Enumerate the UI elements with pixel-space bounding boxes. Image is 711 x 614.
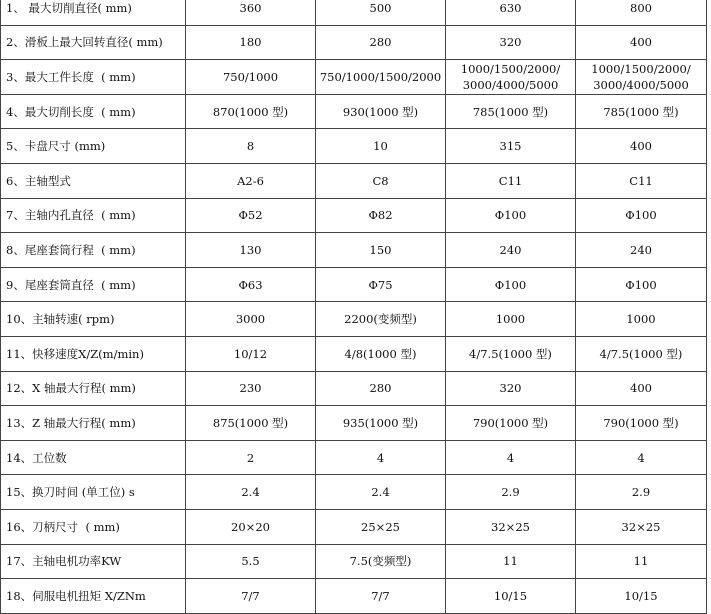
spec-value-cell <box>186 509 316 544</box>
spec-value: 1000/1500/2000/ 3000/4000/5000 <box>591 61 691 92</box>
table-row <box>1 233 707 268</box>
spec-value-cell <box>446 475 576 510</box>
spec-value-cell <box>316 267 446 302</box>
spec-value-cell <box>576 198 707 233</box>
spec-table-body <box>1 0 707 613</box>
spec-value-cell <box>186 336 316 371</box>
spec-value: 875(1000 型) <box>212 415 289 430</box>
spec-value-cell <box>186 544 316 579</box>
spec-value-cell <box>446 163 576 198</box>
spec-value-cell <box>576 233 707 268</box>
spec-value-cell <box>316 406 446 441</box>
spec-value-cell <box>316 129 446 164</box>
spec-label-cell <box>1 579 186 614</box>
spec-value-cell <box>186 60 316 95</box>
spec-label-cell <box>1 233 186 268</box>
spec-value-cell <box>316 233 446 268</box>
spec-value: 7/7 <box>371 588 390 603</box>
spec-label: 5、卡盘尺寸 (mm) <box>6 139 106 154</box>
spec-value: Φ52 <box>238 208 263 223</box>
spec-value-cell <box>446 25 576 60</box>
table-row <box>1 475 707 510</box>
spec-label-cell <box>1 60 186 95</box>
spec-label-cell <box>1 267 186 302</box>
spec-value-cell <box>186 129 316 164</box>
spec-value: C8 <box>372 173 389 188</box>
spec-label: 11、快移速度X/Z(m/min) <box>6 346 144 361</box>
spec-label-cell <box>1 475 186 510</box>
spec-value-cell <box>316 579 446 614</box>
spec-value: 4 <box>506 450 515 465</box>
spec-value: Φ63 <box>238 277 263 292</box>
spec-label: 12、X 轴最大行程( mm) <box>6 381 136 396</box>
spec-label: 18、伺服电机扭矩 X/ZNm <box>6 588 146 603</box>
table-row <box>1 371 707 406</box>
spec-value: 1000 <box>626 312 656 327</box>
spec-value-cell <box>316 198 446 233</box>
spec-label: 8、尾座套筒行程 ( mm) <box>6 242 136 257</box>
spec-value: 1000/1500/2000/ 3000/4000/5000 <box>460 61 561 92</box>
spec-label: 7、主轴内孔直径 ( mm) <box>6 208 136 223</box>
table-row <box>1 579 707 614</box>
spec-value-cell <box>446 129 576 164</box>
spec-value: 1000 <box>495 312 526 327</box>
table-row <box>1 267 707 302</box>
spec-value: 280 <box>369 35 392 50</box>
spec-value: 4/8(1000 型) <box>344 346 417 361</box>
spec-value: Φ100 <box>494 208 527 223</box>
spec-value: 750/1000 <box>222 69 279 84</box>
spec-value-cell <box>576 25 707 60</box>
spec-value-cell <box>186 0 316 25</box>
spec-value: 315 <box>499 139 522 154</box>
spec-label-cell <box>1 129 186 164</box>
spec-value: 5.5 <box>241 554 260 569</box>
spec-value-cell <box>576 0 707 25</box>
spec-value: 20×20 <box>231 519 270 534</box>
spec-value: 800 <box>630 0 652 15</box>
spec-label-cell <box>1 302 186 337</box>
spec-value: 2 <box>246 450 255 465</box>
spec-value-cell <box>316 302 446 337</box>
spec-value: 630 <box>499 0 522 15</box>
spec-value-cell <box>186 94 316 129</box>
spec-value-cell <box>186 440 316 475</box>
spec-value: 180 <box>239 35 262 50</box>
spec-value-cell <box>446 336 576 371</box>
spec-value-cell <box>186 406 316 441</box>
spec-value-cell <box>186 163 316 198</box>
spec-value: 400 <box>630 381 652 396</box>
spec-value: 11 <box>633 554 649 569</box>
spec-value-cell <box>576 129 707 164</box>
spec-value: 3000 <box>235 312 266 327</box>
spec-value-cell <box>186 198 316 233</box>
spec-label-cell <box>1 198 186 233</box>
spec-label: 6、主轴型式 <box>6 173 71 188</box>
table-row <box>1 544 707 579</box>
spec-value-cell <box>576 94 707 129</box>
spec-value: 2.4 <box>371 485 390 500</box>
spec-value-cell <box>446 371 576 406</box>
spec-value-cell <box>186 25 316 60</box>
table-row <box>1 129 707 164</box>
spec-value: Φ75 <box>368 277 393 292</box>
spec-value-cell <box>316 475 446 510</box>
spec-value: 240 <box>499 242 522 257</box>
spec-value-cell <box>446 60 576 95</box>
spec-value: Φ100 <box>494 277 527 292</box>
spec-value-cell <box>446 406 576 441</box>
spec-value: 400 <box>630 35 652 50</box>
spec-value-cell <box>316 440 446 475</box>
spec-label-cell <box>1 371 186 406</box>
spec-value-cell <box>186 371 316 406</box>
spec-value-cell <box>316 371 446 406</box>
spec-value-cell <box>316 60 446 95</box>
spec-value-cell <box>316 94 446 129</box>
spec-value: C11 <box>498 173 523 188</box>
spec-value-cell <box>576 371 707 406</box>
table-row <box>1 336 707 371</box>
table-row <box>1 25 707 60</box>
spec-value-cell <box>186 267 316 302</box>
table-row <box>1 509 707 544</box>
spec-value-cell <box>576 475 707 510</box>
spec-value-cell <box>316 544 446 579</box>
spec-value-cell <box>576 302 707 337</box>
spec-value-cell <box>316 163 446 198</box>
spec-value: 11 <box>503 554 518 569</box>
spec-value: 8 <box>246 139 255 154</box>
spec-label-cell <box>1 163 186 198</box>
spec-value: C11 <box>629 173 653 188</box>
spec-value: 930(1000 型) <box>342 104 419 119</box>
spec-value: 320 <box>499 35 522 50</box>
spec-value-cell <box>576 544 707 579</box>
spec-value: 400 <box>630 139 652 154</box>
spec-value: 2.9 <box>631 485 651 500</box>
spec-label-cell <box>1 509 186 544</box>
spec-value-cell <box>576 336 707 371</box>
spec-value-cell <box>446 0 576 25</box>
spec-value: 280 <box>369 381 392 396</box>
spec-value: 10/15 <box>624 588 658 603</box>
spec-value: 360 <box>239 0 262 15</box>
spec-label: 1、 最大切削直径( mm) <box>6 0 132 15</box>
table-row <box>1 302 707 337</box>
spec-value: 32×25 <box>491 519 530 534</box>
spec-value-cell <box>576 579 707 614</box>
spec-value-cell <box>576 440 707 475</box>
spec-value-cell <box>576 163 707 198</box>
spec-value-cell <box>446 267 576 302</box>
spec-label-cell <box>1 336 186 371</box>
spec-value-cell <box>446 440 576 475</box>
spec-label-cell <box>1 0 186 25</box>
spec-label: 9、尾座套筒直径 ( mm) <box>6 277 136 292</box>
spec-value-cell <box>576 406 707 441</box>
spec-value: 10/12 <box>233 346 268 361</box>
spec-label: 10、主轴转速( rpm) <box>6 312 115 327</box>
spec-value: 7.5(变频型) <box>349 554 412 569</box>
spec-label: 13、Z 轴最大行程( mm) <box>6 415 136 430</box>
table-row <box>1 440 707 475</box>
spec-value: 785(1000 型) <box>603 104 679 119</box>
spec-value: 4 <box>376 450 385 465</box>
spec-value-cell <box>316 25 446 60</box>
spec-value-cell <box>446 233 576 268</box>
spec-value: 2.9 <box>501 485 520 500</box>
spec-value: 130 <box>239 242 262 257</box>
spec-label-cell <box>1 440 186 475</box>
spec-value-cell <box>446 579 576 614</box>
spec-value: 750/1000/1500/2000 <box>319 69 442 84</box>
spec-value: 320 <box>499 381 522 396</box>
spec-value: 935(1000 型) <box>342 415 419 430</box>
table-row <box>1 60 707 95</box>
spec-value: Φ100 <box>625 208 657 223</box>
spec-label: 17、主轴电机功率KW <box>6 554 122 569</box>
spec-value-cell <box>576 509 707 544</box>
spec-label-cell <box>1 544 186 579</box>
table-row <box>1 94 707 129</box>
spec-label: 4、最大切削长度 ( mm) <box>6 104 136 119</box>
spec-label: 2、滑板上最大回转直径( mm) <box>6 35 163 50</box>
spec-label: 3、最大工件长度 ( mm) <box>6 69 136 84</box>
spec-label: 14、工位数 <box>6 450 67 465</box>
spec-value-cell <box>576 60 707 95</box>
spec-value: 10/15 <box>493 588 528 603</box>
spec-value-cell <box>446 544 576 579</box>
spec-label: 16、刀柄尺寸 ( mm) <box>6 519 120 534</box>
spec-value: 32×25 <box>621 519 661 534</box>
spec-value: 2200(变频型) <box>344 312 417 327</box>
spec-value: 870(1000 型) <box>212 104 289 119</box>
spec-value: 785(1000 型) <box>472 104 549 119</box>
spec-value-cell <box>186 233 316 268</box>
spec-value-cell <box>576 267 707 302</box>
spec-value: 4 <box>637 450 645 465</box>
table-row <box>1 406 707 441</box>
spec-value-cell <box>446 509 576 544</box>
spec-value: 4/7.5(1000 型) <box>469 346 552 361</box>
spec-value-cell <box>316 0 446 25</box>
spec-value-cell <box>186 579 316 614</box>
spec-value: Φ100 <box>625 277 657 292</box>
table-row <box>1 0 707 25</box>
spec-value: 7/7 <box>241 588 260 603</box>
spec-value: 4/7.5(1000 型) <box>599 346 683 361</box>
spec-value-cell <box>316 509 446 544</box>
spec-label-cell <box>1 25 186 60</box>
table-row <box>1 198 707 233</box>
spec-value: 790(1000 型) <box>603 415 679 430</box>
spec-label: 15、换刀时间 (单工位) s <box>6 485 135 500</box>
spec-value: 500 <box>369 0 392 15</box>
spec-value-cell <box>316 336 446 371</box>
spec-value: 150 <box>369 242 392 257</box>
spec-value: 25×25 <box>361 519 400 534</box>
spec-value-cell <box>186 475 316 510</box>
spec-value-cell <box>446 94 576 129</box>
spec-value: 790(1000 型) <box>472 415 549 430</box>
spec-value-cell <box>186 302 316 337</box>
spec-value-cell <box>446 198 576 233</box>
spec-value: A2-6 <box>237 173 264 188</box>
table-row <box>1 163 707 198</box>
spec-value: 10 <box>373 139 388 154</box>
spec-value: 240 <box>630 242 652 257</box>
spec-label-cell <box>1 94 186 129</box>
spec-value: 2.4 <box>241 485 260 500</box>
spec-value: Φ82 <box>368 208 393 223</box>
spec-value: 230 <box>239 381 262 396</box>
spec-value-cell <box>446 302 576 337</box>
spec-label-cell <box>1 406 186 441</box>
